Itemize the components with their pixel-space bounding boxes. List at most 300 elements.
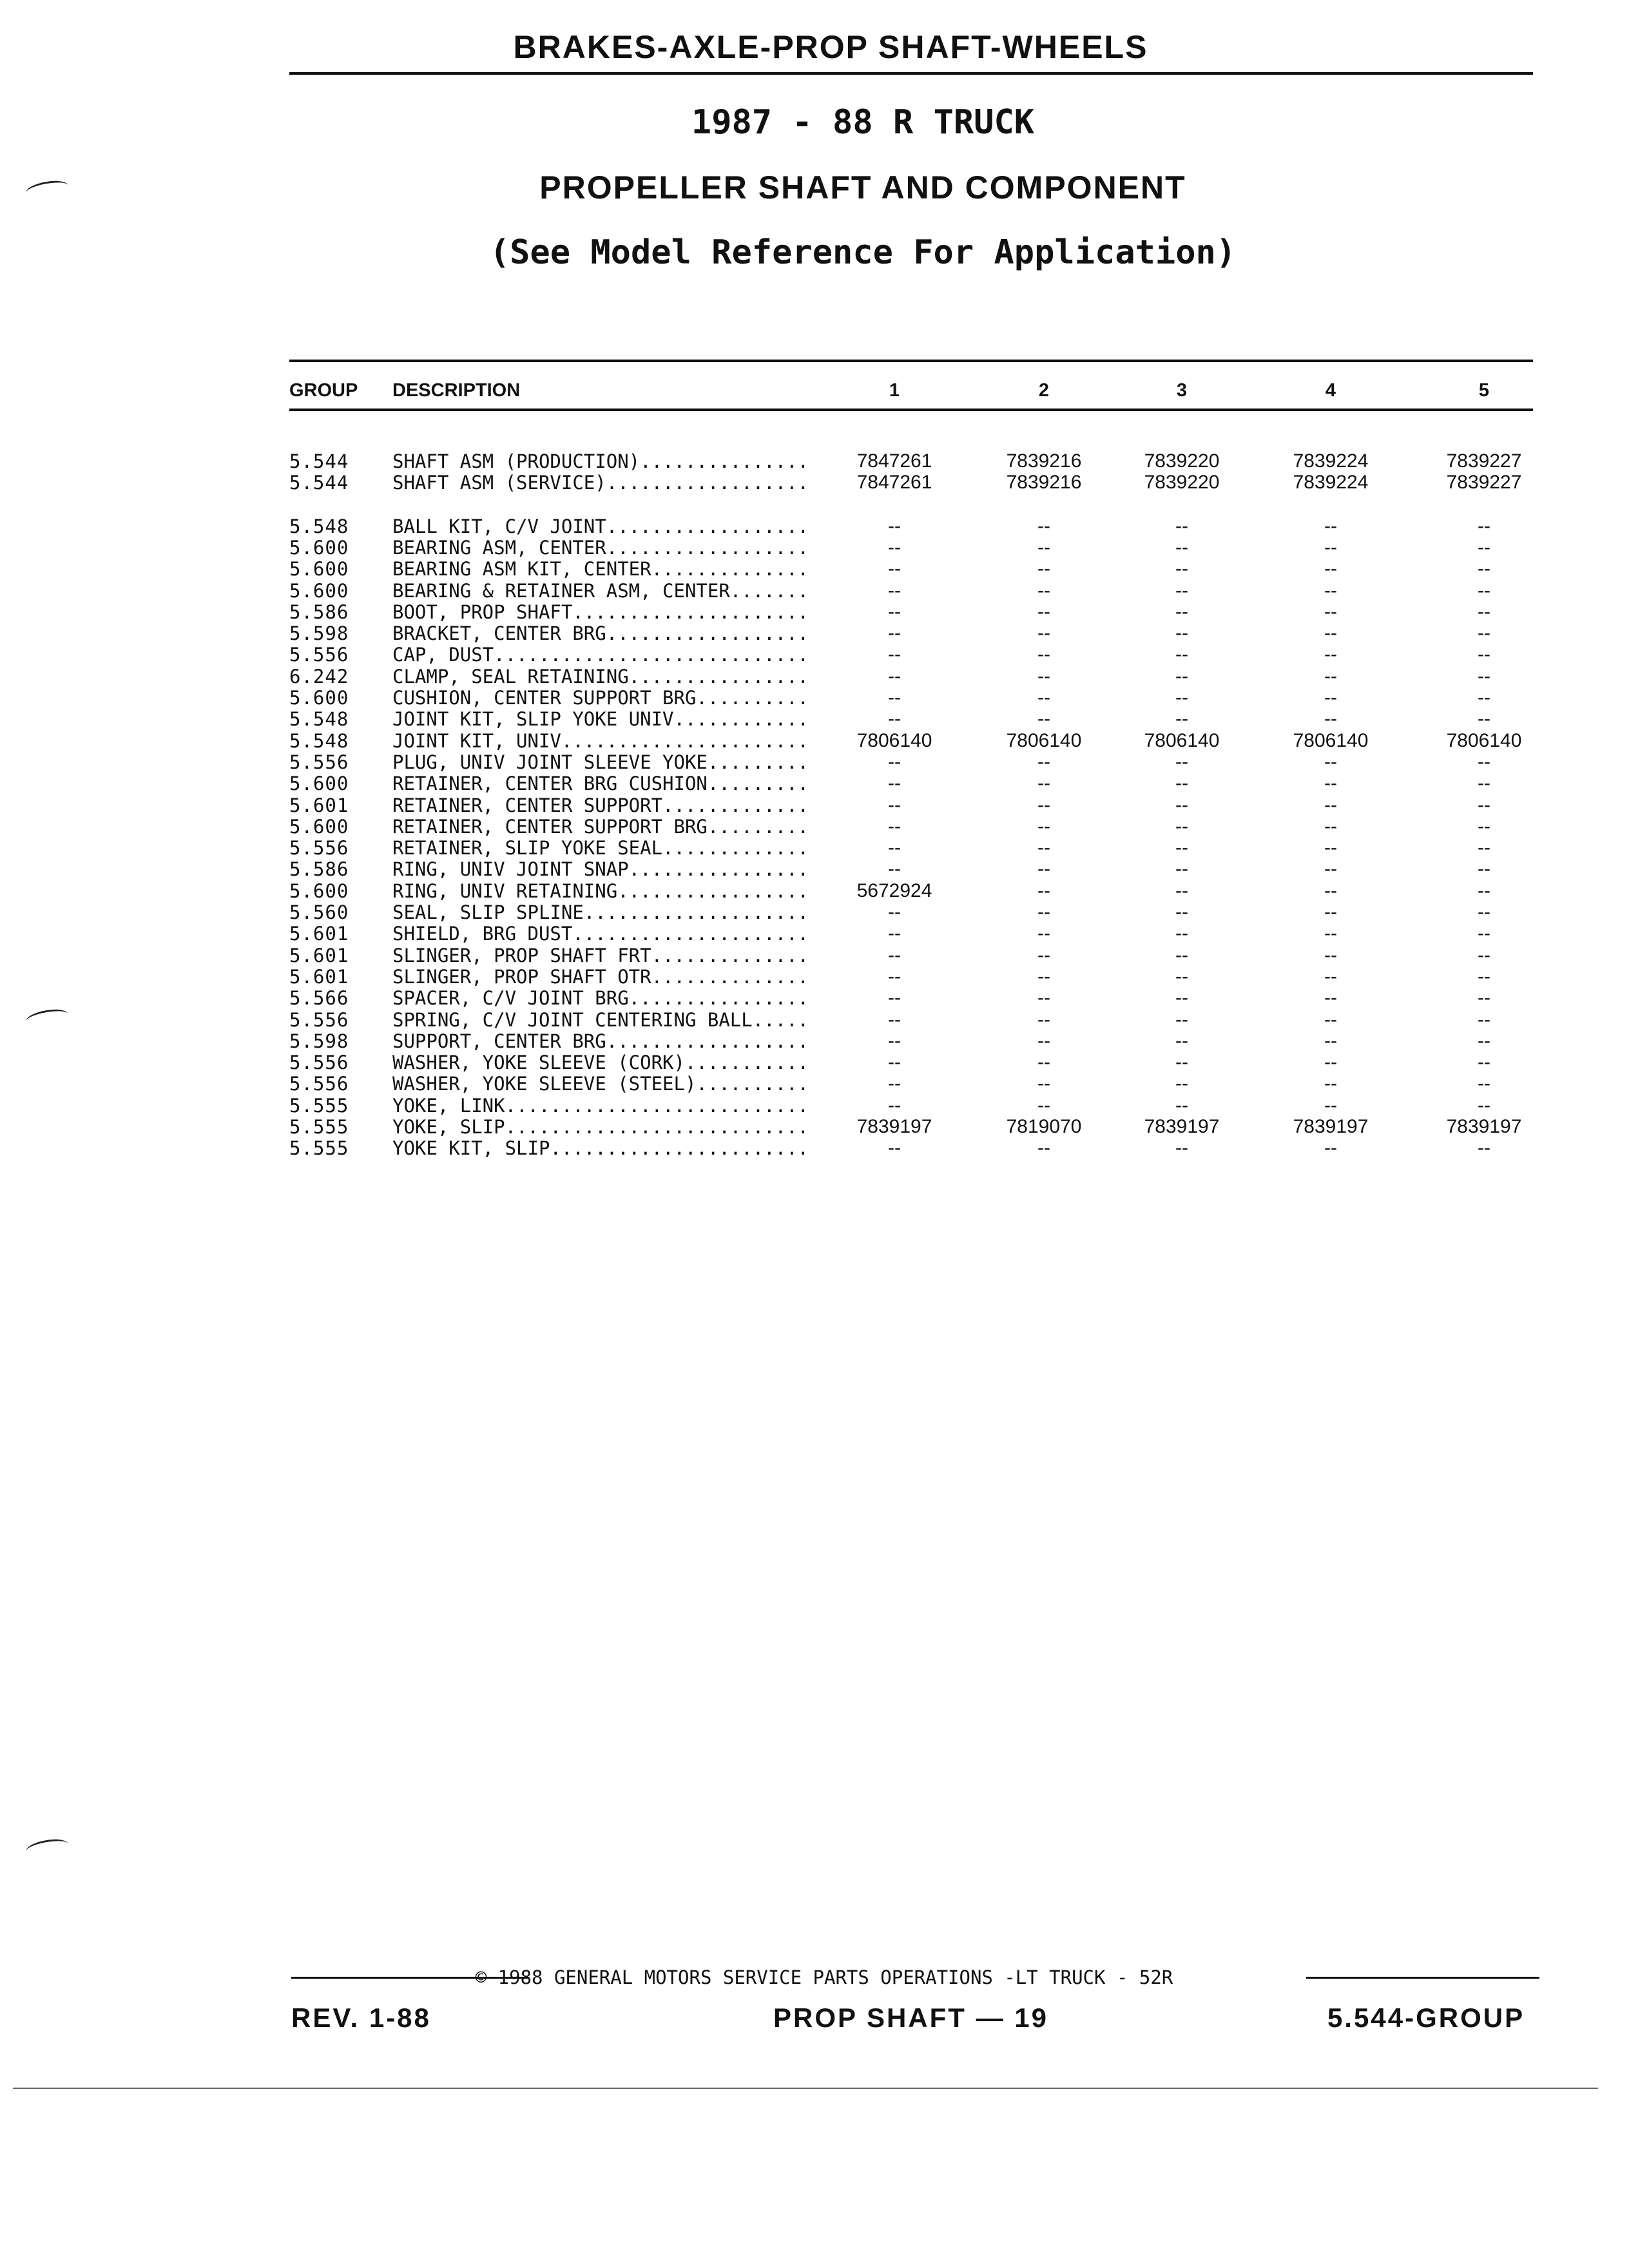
part-number-col-2: -- — [1037, 687, 1050, 708]
part-number-col-1: -- — [888, 665, 901, 687]
part-number-col-3: 7839197 — [1144, 1116, 1220, 1137]
part-number-col-1: -- — [888, 644, 901, 666]
part-number-col-4: -- — [1324, 644, 1337, 666]
table-row — [0, 901, 1629, 923]
part-number-col-3: 7806140 — [1144, 729, 1220, 751]
part-number-col-1: -- — [888, 751, 901, 773]
part-number-col-5: -- — [1478, 901, 1490, 923]
group-code: 5.600 — [289, 879, 349, 902]
section-rule — [289, 72, 1533, 75]
part-description — [392, 644, 821, 666]
group-code: 5.601 — [289, 944, 349, 966]
part-number-col-5: -- — [1478, 515, 1490, 537]
part-description — [392, 773, 821, 794]
part-number-col-5: 7839227 — [1446, 472, 1522, 494]
part-number-col-3: -- — [1175, 1137, 1188, 1159]
description-text: RETAINER, CENTER BRG CUSHION — [392, 773, 708, 795]
description-text: SLINGER, PROP SHAFT FRT — [392, 944, 651, 966]
part-number-col-1: -- — [888, 536, 901, 558]
table-row — [0, 1095, 1629, 1117]
part-number-col-1: -- — [888, 794, 901, 816]
group-code: 5.601 — [289, 794, 349, 816]
table-row — [0, 837, 1629, 859]
part-number-col-5: -- — [1478, 1008, 1490, 1030]
part-number-col-5: -- — [1478, 1073, 1490, 1095]
description-text: SHAFT ASM (SERVICE) — [392, 472, 606, 494]
group-code: 5.544 — [289, 472, 349, 494]
part-number-col-1: -- — [888, 1030, 901, 1052]
part-number-col-1: -- — [888, 858, 901, 880]
part-number-col-4: -- — [1324, 923, 1337, 945]
part-number-col-3: -- — [1175, 622, 1188, 644]
part-description — [392, 923, 821, 945]
leader-dots: ....................... — [550, 1137, 809, 1160]
part-number-col-5: -- — [1478, 708, 1490, 730]
part-number-col-3: -- — [1175, 558, 1188, 580]
part-number-col-3: -- — [1175, 858, 1188, 880]
leader-dots: .................. — [606, 1030, 809, 1052]
table-row — [0, 1137, 1629, 1159]
part-number-col-3: -- — [1175, 1073, 1188, 1095]
description-text: YOKE, SLIP — [392, 1116, 505, 1138]
part-number-col-1: -- — [888, 708, 901, 730]
table-row — [0, 450, 1629, 472]
part-description — [392, 880, 821, 902]
page-title: 1987 - 88 R TRUCK — [691, 103, 1035, 142]
table-row — [0, 1009, 1629, 1031]
section-title: BRAKES-AXLE-PROP SHAFT-WHEELS — [513, 29, 1148, 65]
part-number-col-1: -- — [888, 558, 901, 580]
leader-dots: ..................... — [572, 923, 809, 945]
table-row — [0, 622, 1629, 644]
part-number-col-2: 7806140 — [1006, 729, 1082, 751]
table-row — [0, 966, 1629, 988]
part-number-col-5: -- — [1478, 665, 1490, 687]
part-number-col-1: -- — [888, 1008, 901, 1030]
part-number-col-1: -- — [888, 1073, 901, 1095]
part-number-col-1: 7806140 — [856, 729, 932, 751]
part-description — [392, 730, 821, 752]
part-number-col-1: 7847261 — [856, 472, 932, 494]
part-number-col-4: -- — [1324, 987, 1337, 1009]
part-number-col-5: -- — [1478, 923, 1490, 945]
part-description — [392, 450, 821, 472]
leader-dots: ................. — [617, 879, 809, 902]
part-number-col-3: -- — [1175, 944, 1188, 966]
part-number-col-5: -- — [1478, 687, 1490, 708]
part-number-col-4: -- — [1324, 944, 1337, 966]
part-number-col-3: -- — [1175, 708, 1188, 730]
part-number-col-2: 7839216 — [1006, 472, 1082, 494]
description-text: SEAL, SLIP SPLINE — [392, 901, 584, 923]
group-code: 6.242 — [289, 665, 349, 687]
description-text: SPACER, C/V JOINT BRG — [392, 987, 629, 1010]
part-number-col-1: -- — [888, 622, 901, 644]
part-number-col-4: -- — [1324, 751, 1337, 773]
part-number-col-1: -- — [888, 601, 901, 622]
part-number-col-4: -- — [1324, 837, 1337, 859]
part-number-col-2: 7839216 — [1006, 450, 1082, 472]
description-text: BRACKET, CENTER BRG — [392, 622, 606, 645]
part-number-col-2: -- — [1037, 837, 1050, 859]
part-number-col-4: -- — [1324, 665, 1337, 687]
revision-label: REV. 1-88 — [291, 2003, 431, 2033]
description-text: CLAMP, SEAL RETAINING — [392, 665, 629, 687]
part-description — [392, 580, 821, 602]
leader-dots: ......... — [707, 815, 809, 838]
part-description — [392, 1052, 821, 1073]
group-label: 5.544-GROUP — [1327, 2003, 1525, 2033]
part-number-col-5: -- — [1478, 644, 1490, 666]
group-code: 5.555 — [289, 1094, 349, 1117]
part-number-col-4: -- — [1324, 687, 1337, 708]
part-description — [392, 515, 821, 537]
leader-dots: ................ — [628, 987, 809, 1010]
part-number-col-3: -- — [1175, 601, 1188, 622]
part-description — [392, 751, 821, 773]
part-number-col-1: 7847261 — [856, 450, 932, 472]
footer-rule-right — [1306, 1977, 1539, 1979]
group-code: 5.600 — [289, 579, 349, 602]
description-text: SHIELD, BRG DUST — [392, 923, 573, 945]
part-number-col-4: -- — [1324, 708, 1337, 730]
part-number-col-4: -- — [1324, 1094, 1337, 1116]
group-code: 5.556 — [289, 751, 349, 773]
part-number-col-5: 7806140 — [1446, 729, 1522, 751]
part-number-col-2: -- — [1037, 901, 1050, 923]
part-number-col-3: -- — [1175, 923, 1188, 945]
part-number-col-4: -- — [1324, 622, 1337, 644]
table-row — [0, 601, 1629, 623]
part-number-col-2: -- — [1037, 1052, 1050, 1073]
column-header-group: GROUP — [289, 380, 358, 401]
column-header-description: DESCRIPTION — [392, 380, 521, 401]
part-description — [392, 1095, 821, 1117]
part-number-col-3: -- — [1175, 794, 1188, 816]
leader-dots: .............. — [651, 558, 809, 581]
group-code: 5.548 — [289, 729, 349, 752]
group-code: 5.560 — [289, 901, 349, 923]
description-text: BALL KIT, C/V JOINT — [392, 515, 606, 537]
table-row — [0, 794, 1629, 816]
part-description — [392, 794, 821, 816]
table-row — [0, 816, 1629, 838]
part-description — [392, 858, 821, 880]
margin-mark — [25, 1836, 70, 1858]
part-number-col-5: -- — [1478, 815, 1490, 837]
part-number-col-3: -- — [1175, 837, 1188, 859]
part-number-col-2: -- — [1037, 923, 1050, 945]
part-number-col-4: -- — [1324, 1137, 1337, 1159]
part-number-col-2: -- — [1037, 879, 1050, 901]
table-row — [0, 687, 1629, 709]
part-number-col-5: -- — [1478, 987, 1490, 1009]
part-number-col-5: -- — [1478, 1094, 1490, 1116]
part-number-col-4: -- — [1324, 965, 1337, 987]
part-number-col-2: -- — [1037, 794, 1050, 816]
table-row — [0, 923, 1629, 945]
part-description — [392, 1116, 821, 1138]
description-text: JOINT KIT, UNIV — [392, 729, 561, 752]
leader-dots: .................... — [583, 901, 809, 923]
group-code: 5.556 — [289, 1073, 349, 1095]
leader-dots: .......... — [696, 1073, 809, 1095]
leader-dots: .................. — [606, 622, 809, 645]
part-number-col-3: 7839220 — [1144, 472, 1220, 494]
part-number-col-1: -- — [888, 687, 901, 708]
bottom-rule — [13, 2088, 1598, 2089]
part-number-col-2: -- — [1037, 815, 1050, 837]
group-code: 5.548 — [289, 708, 349, 731]
part-description — [392, 1030, 821, 1052]
leader-dots: ............................ — [494, 644, 809, 666]
part-number-col-4: -- — [1324, 815, 1337, 837]
part-number-col-2: -- — [1037, 1137, 1050, 1159]
table-row — [0, 945, 1629, 966]
part-number-col-3: -- — [1175, 515, 1188, 537]
part-number-col-2: -- — [1037, 1008, 1050, 1030]
copyright-notice: © 1988 GENERAL MOTORS SERVICE PARTS OPERATIONS -LT TRUCK - 52R — [475, 1966, 1173, 1988]
group-code: 5.548 — [289, 515, 349, 537]
part-number-col-2: -- — [1037, 515, 1050, 537]
part-number-col-4: 7839224 — [1293, 450, 1369, 472]
table-row — [0, 730, 1629, 752]
part-number-col-1: -- — [888, 837, 901, 859]
part-number-col-5: -- — [1478, 601, 1490, 622]
part-number-col-3: -- — [1175, 665, 1188, 687]
group-code: 5.600 — [289, 558, 349, 581]
part-number-col-3: -- — [1175, 644, 1188, 666]
leader-dots: ..... — [752, 1008, 809, 1031]
part-number-col-3: -- — [1175, 751, 1188, 773]
group-code: 5.556 — [289, 1052, 349, 1074]
part-number-col-4: -- — [1324, 901, 1337, 923]
description-text: CUSHION, CENTER SUPPORT BRG — [392, 687, 697, 709]
description-text: RING, UNIV RETAINING — [392, 879, 618, 902]
table-row — [0, 1073, 1629, 1095]
part-number-col-5: -- — [1478, 1052, 1490, 1073]
table-row — [0, 987, 1629, 1009]
table-row — [0, 751, 1629, 773]
group-code: 5.586 — [289, 858, 349, 881]
part-description — [392, 708, 821, 730]
part-description — [392, 901, 821, 923]
part-number-col-5: -- — [1478, 558, 1490, 580]
table-row — [0, 773, 1629, 794]
part-number-col-1: -- — [888, 1137, 901, 1159]
description-text: BOOT, PROP SHAFT — [392, 601, 573, 623]
part-description — [392, 1137, 821, 1159]
part-number-col-1: -- — [888, 515, 901, 537]
part-number-col-4: -- — [1324, 579, 1337, 601]
application-note: (See Model Reference For Application) — [489, 233, 1237, 272]
description-text: PLUG, UNIV JOINT SLEEVE YOKE — [392, 751, 708, 773]
part-description — [392, 1009, 821, 1031]
table-row — [0, 558, 1629, 580]
part-number-col-2: 7819070 — [1006, 1116, 1082, 1137]
group-code: 5.601 — [289, 965, 349, 988]
part-number-col-4: -- — [1324, 858, 1337, 880]
part-number-col-1: -- — [888, 815, 901, 837]
part-description — [392, 472, 821, 494]
leader-dots: ............. — [662, 794, 809, 816]
group-code: 5.556 — [289, 644, 349, 666]
part-number-col-3: -- — [1175, 1030, 1188, 1052]
part-number-col-4: -- — [1324, 794, 1337, 816]
column-header-4: 4 — [1325, 380, 1336, 401]
description-text: YOKE KIT, SLIP — [392, 1137, 550, 1160]
part-number-col-2: -- — [1037, 579, 1050, 601]
part-number-col-3: -- — [1175, 687, 1188, 708]
leader-dots: ...................... — [561, 729, 809, 752]
description-text: WASHER, YOKE SLEEVE (STEEL) — [392, 1073, 697, 1095]
table-row — [0, 537, 1629, 559]
page-subtitle: PROPELLER SHAFT AND COMPONENT — [539, 169, 1186, 206]
group-code: 5.598 — [289, 622, 349, 645]
description-text: SHAFT ASM (PRODUCTION) — [392, 450, 641, 472]
leader-dots: .............. — [651, 944, 809, 966]
part-number-col-5: -- — [1478, 751, 1490, 773]
part-number-col-5: -- — [1478, 837, 1490, 859]
part-number-col-5: -- — [1478, 965, 1490, 987]
column-header-3: 3 — [1176, 380, 1188, 401]
part-number-col-2: -- — [1037, 558, 1050, 580]
part-number-col-4: -- — [1324, 601, 1337, 622]
table-row — [0, 880, 1629, 902]
table-row — [0, 666, 1629, 687]
part-description — [392, 816, 821, 838]
part-number-col-3: -- — [1175, 579, 1188, 601]
part-number-col-2: -- — [1037, 987, 1050, 1009]
part-number-col-1: 5672924 — [856, 879, 932, 901]
part-number-col-1: -- — [888, 965, 901, 987]
part-description — [392, 601, 821, 623]
part-number-col-2: -- — [1037, 601, 1050, 622]
part-number-col-2: -- — [1037, 944, 1050, 966]
table-row — [0, 1052, 1629, 1073]
group-code: 5.556 — [289, 837, 349, 860]
part-description — [392, 666, 821, 687]
part-description — [392, 987, 821, 1009]
part-number-col-4: 7806140 — [1293, 729, 1369, 751]
leader-dots: ..................... — [572, 601, 809, 623]
leader-dots: ............ — [673, 708, 809, 731]
group-code: 5.544 — [289, 450, 349, 472]
description-text: JOINT KIT, SLIP YOKE UNIV — [392, 708, 674, 731]
part-number-col-5: -- — [1478, 536, 1490, 558]
group-code: 5.600 — [289, 687, 349, 709]
column-header-1: 1 — [889, 380, 900, 401]
part-number-col-5: -- — [1478, 944, 1490, 966]
part-number-col-2: -- — [1037, 1073, 1050, 1095]
part-number-col-3: -- — [1175, 815, 1188, 837]
part-number-col-2: -- — [1037, 622, 1050, 644]
part-number-col-3: -- — [1175, 1052, 1188, 1073]
part-number-col-3: -- — [1175, 987, 1188, 1009]
leader-dots: .................. — [606, 515, 809, 537]
part-number-col-5: -- — [1478, 879, 1490, 901]
table-header-rule — [289, 408, 1533, 411]
part-number-col-2: -- — [1037, 965, 1050, 987]
part-number-col-4: -- — [1324, 536, 1337, 558]
leader-dots: .............. — [651, 965, 809, 988]
description-text: CAP, DUST — [392, 644, 494, 666]
part-number-col-5: -- — [1478, 622, 1490, 644]
table-top-rule — [289, 360, 1533, 362]
part-number-col-2: -- — [1037, 665, 1050, 687]
part-number-col-5: -- — [1478, 773, 1490, 794]
part-number-col-5: -- — [1478, 1137, 1490, 1159]
description-text: YOKE, LINK — [392, 1094, 505, 1117]
part-number-col-2: -- — [1037, 751, 1050, 773]
part-description — [392, 537, 821, 559]
part-number-col-4: 7839224 — [1293, 472, 1369, 494]
part-number-col-1: -- — [888, 923, 901, 945]
leader-dots: ........................... — [505, 1116, 809, 1138]
part-description — [392, 622, 821, 644]
part-number-col-3: -- — [1175, 879, 1188, 901]
leader-dots: ......... — [707, 751, 809, 773]
part-number-col-2: -- — [1037, 773, 1050, 794]
part-description — [392, 1073, 821, 1095]
part-number-col-3: -- — [1175, 773, 1188, 794]
table-row — [0, 580, 1629, 602]
part-number-col-4: 7839197 — [1293, 1116, 1369, 1137]
part-number-col-5: 7839227 — [1446, 450, 1522, 472]
part-number-col-4: -- — [1324, 879, 1337, 901]
part-number-col-5: -- — [1478, 579, 1490, 601]
group-code: 5.601 — [289, 923, 349, 945]
part-number-col-2: -- — [1037, 536, 1050, 558]
part-number-col-1: -- — [888, 901, 901, 923]
part-description — [392, 966, 821, 988]
part-number-col-1: 7839197 — [856, 1116, 932, 1137]
description-text: RETAINER, SLIP YOKE SEAL — [392, 837, 663, 860]
part-number-col-4: -- — [1324, 558, 1337, 580]
description-text: RING, UNIV JOINT SNAP — [392, 858, 629, 881]
description-text: RETAINER, CENTER SUPPORT — [392, 794, 663, 816]
part-number-col-2: -- — [1037, 858, 1050, 880]
part-number-col-3: -- — [1175, 1094, 1188, 1116]
description-text: SUPPORT, CENTER BRG — [392, 1030, 606, 1052]
part-number-col-2: -- — [1037, 1030, 1050, 1052]
part-number-col-1: -- — [888, 1052, 901, 1073]
description-text: BEARING & RETAINER ASM, CENTER — [392, 579, 730, 602]
part-number-col-2: -- — [1037, 708, 1050, 730]
description-text: BEARING ASM KIT, CENTER — [392, 558, 651, 581]
table-row — [0, 1116, 1629, 1138]
description-text: SPRING, C/V JOINT CENTERING BALL — [392, 1008, 753, 1031]
part-number-col-2: -- — [1037, 1094, 1050, 1116]
group-code: 5.600 — [289, 773, 349, 795]
part-description — [392, 687, 821, 709]
group-code: 5.555 — [289, 1116, 349, 1138]
leader-dots: .................. — [606, 472, 809, 494]
leader-dots: ......... — [707, 773, 809, 795]
table-row — [0, 515, 1629, 537]
table-row — [0, 708, 1629, 730]
part-number-col-4: -- — [1324, 515, 1337, 537]
table-row — [0, 472, 1629, 494]
part-description — [392, 837, 821, 859]
group-code: 5.556 — [289, 1008, 349, 1031]
part-number-col-3: 7839220 — [1144, 450, 1220, 472]
part-number-col-3: -- — [1175, 1008, 1188, 1030]
part-number-col-4: -- — [1324, 1073, 1337, 1095]
part-number-col-4: -- — [1324, 1052, 1337, 1073]
leader-dots: ........... — [684, 1052, 809, 1074]
part-number-col-5: -- — [1478, 858, 1490, 880]
